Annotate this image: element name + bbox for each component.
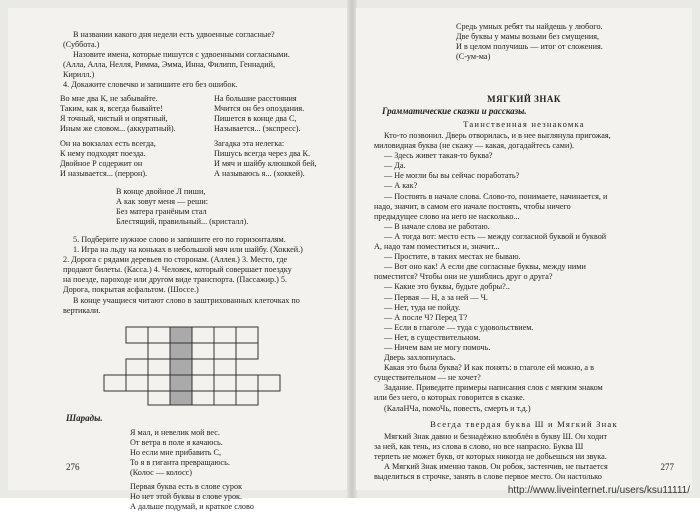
text-line: — Нет, туда не пойду. (384, 302, 461, 312)
verse-line: Средь умных ребят ты найдешь у любого. (456, 22, 603, 31)
verse-line: Называется... (экспресс). (214, 124, 301, 134)
verse-line: Мчится он без опоздания. (214, 104, 305, 114)
section-title: МЯГКИЙ ЗНАК (487, 94, 561, 104)
text-line: — Ничем вам не могу помочь. (384, 342, 491, 352)
text-line: — А как? (384, 181, 418, 191)
verse-line: Во мне два К, не забывайте. (60, 94, 158, 103)
verse-line: Две буквы у мамы возьми без смущения, (456, 32, 600, 42)
verse-line: Пишусь всегда через два К. (214, 149, 311, 159)
text-line: — Первая — Н, а за ней — Ч. (384, 292, 488, 302)
verse-line: И мяч и шайбу клюшкой бей, (214, 159, 317, 169)
text-line: — Какие это буквы, будьте добры?.. (384, 282, 510, 292)
text-line: В названии какого дня недели есть удвоенные согласные? (73, 30, 275, 39)
right-page (356, 8, 692, 490)
verse-line: Первая буква есть в слове сурок (130, 482, 243, 491)
text-line: (Суббота.) (63, 40, 100, 50)
crossword-grid (104, 326, 304, 406)
poem-3 (116, 187, 248, 227)
text-line: поместится? Чтобы они не ушиблись друг о друга? (374, 272, 553, 282)
text-line: — Нет, в существительном. (384, 332, 481, 342)
text-line: Кто-то позвонил. Дверь отворилась, и в нее выглянула пригожая, (384, 131, 611, 140)
text-line: выделиться в строчке, занять в слове первое место. Он настолько (374, 472, 602, 482)
top-verse (456, 22, 603, 62)
text-line: 2. Дорога с рядами деревьев по сторонам. (Аллея.) 3. Место, где (63, 255, 288, 265)
verse-line: Блестящий, правильный... (кристалл). (116, 217, 249, 227)
text-line: 1. Игра на льду на коньках в небольшой мяч или шайбу. (Хоккей.) (73, 245, 303, 255)
text-line: — Не могли бы вы сейчас поработать? (384, 171, 520, 181)
verse-line: К нему подходят поезда. (60, 149, 146, 159)
verse-line: А дальше подумай, и краткое слово (130, 502, 254, 512)
verse-line: И в целом получишь — итог от сложения. (456, 42, 603, 52)
verse-line: Но нет этой буквы в слове урок. (130, 492, 243, 502)
task-5 (63, 235, 341, 316)
text-line: А Мягкий Знак именно таков. Он робок, застенчив, не пытается (384, 462, 608, 472)
section-subtitle: Грамматические сказки и рассказы. (382, 106, 527, 116)
text-line: (КалаНЧа, помоЧь, повесть, смерть и т.д.) (384, 403, 531, 413)
verse-line: Загадка эта нелегка: (214, 139, 285, 148)
story-2-text (374, 432, 674, 482)
text-line: 5. Подберите нужное слово и запишите его по горизонталям. (73, 235, 286, 244)
poem-1-left (60, 94, 176, 134)
verse-line: Я точный, чистый и опрятный, (60, 114, 168, 124)
text-line: — Вот оно как! А если две согласные буквы, между ними (384, 262, 586, 272)
text-line: — Здесь живет такая-то буква? (384, 151, 493, 161)
verse-line: (С-ум-ма) (456, 52, 491, 62)
text-line: терпеть не может букв, от которых никогда не добьешься ни звука. (374, 452, 607, 462)
poem-1-right (214, 94, 304, 134)
story-title: Таинственная незнакомка (463, 119, 585, 129)
text-line: на поезде, пароходе или другом виде транспорта. (Пассажир.) 5. (63, 275, 288, 285)
text-line: за ней, как тень, из слова в слово, но все напрасно. Буква Ш (374, 442, 584, 452)
text-line: — Простите, в таких местах не бываю. (384, 252, 521, 262)
poem-2-left (60, 139, 156, 179)
text-line: продают билеты. (Касса.) 4. Человек, который совершает поездку (63, 265, 292, 275)
text-line: А, надо там поместиться и, значит... (374, 242, 500, 252)
text-line: — Если в глаголе — туда с удовольствием. (384, 322, 534, 332)
poem-2-right (214, 139, 317, 179)
verse-line: Без матера гранёным стал (116, 207, 207, 217)
text-line: — В начале слова не работаю. (384, 221, 490, 231)
text-line: существительном — не хочет? (374, 373, 481, 383)
verse-line: Пишется в конце два С, (214, 114, 297, 124)
text-line: Кирилл.) (63, 70, 95, 80)
verse-line: Он на вокзалах есть всегда, (60, 139, 156, 148)
text-line: Задание. Приведите примеры написания слов с мягким знаком (384, 383, 603, 393)
verse-line: Иным же словом... (аккуратный). (60, 124, 176, 134)
heading-sharady: Шарады. (66, 413, 103, 423)
text-line: (Алла, Алла, Нелля, Римма, Эмма, Инна, Филипп, Геннадий, (63, 60, 276, 70)
verse-line: От ветра в поле я качаюсь. (130, 438, 223, 448)
verse-line: (Колос — колосс) (130, 468, 192, 478)
left-intro (63, 30, 341, 91)
text-line: 4. Докажите словечко и запишите его без ошибок. (63, 80, 238, 90)
sharada-2 (130, 482, 254, 512)
page-number-left: 276 (66, 462, 80, 472)
verse-line: Таким, как я, всегда бывайте! (60, 104, 163, 114)
text-line: надо, значит, в самом его начале постоять, чтобы ничего (374, 201, 571, 211)
verse-line: На большие расстояния (214, 94, 297, 103)
story-2-title: Всегда твердая буква Ш и Мягкий Знак (430, 419, 618, 429)
text-line: или без него, о которых говорится в сказке. (374, 393, 525, 403)
page-number-right: 277 (660, 462, 674, 472)
text-line: — А после Ч? Перед Т? (384, 312, 468, 322)
text-line: — Да. (384, 161, 406, 171)
text-line: миловидная буква (не скажу — какая, догадайтесь сами). (374, 141, 575, 151)
text-line: предыдущее слово на него не насколько... (374, 211, 520, 221)
text-line: Какая это была буква? И как понять: в глаголе ей можно, а в (384, 363, 594, 373)
text-line: Мягкий Знак давно и безнадёжно влюблён в букву Ш. Он ходит (384, 432, 608, 441)
text-line: вертикали. (63, 305, 101, 315)
verse-line: То я в гиганта превращаюсь. (130, 458, 230, 468)
text-line: Дорога, покрытая асфальтом. (Шоссе.) (63, 285, 199, 295)
text-line: Дверь захлопнулась. (384, 353, 456, 363)
verse-line: Но если мне прибавить С, (130, 448, 222, 458)
verse-line: А как зовут меня — реши: (116, 197, 208, 207)
verse-line: В конце двойное Л пиши, (116, 187, 206, 196)
verse-line: И называется... (перрон). (60, 169, 148, 179)
text-line: В конце учащиеся читают слово в заштрихованных клеточках по (73, 295, 300, 305)
verse-line: А называюсь я... (хоккей). (214, 169, 305, 179)
story-text (374, 131, 674, 414)
watermark-url: http://www.liveinternet.ru/users/ksu11111/ (507, 485, 690, 496)
left-page (8, 8, 348, 512)
verse-line: Я мал, и невелик мой вес. (130, 428, 220, 437)
verse-line: Двойное Р содержит он (60, 159, 143, 169)
text-line: Назовите имена, которые пишутся с удвоенными согласными. (73, 50, 290, 60)
text-line: — А тогда вот: место есть — между согласной буквой и буквой (384, 231, 607, 241)
crossword-svg (104, 326, 304, 406)
text-line: — Постоять в начале слова. Слово-то, понимаете, начинается, и (384, 191, 608, 201)
sharada-1 (130, 428, 230, 478)
